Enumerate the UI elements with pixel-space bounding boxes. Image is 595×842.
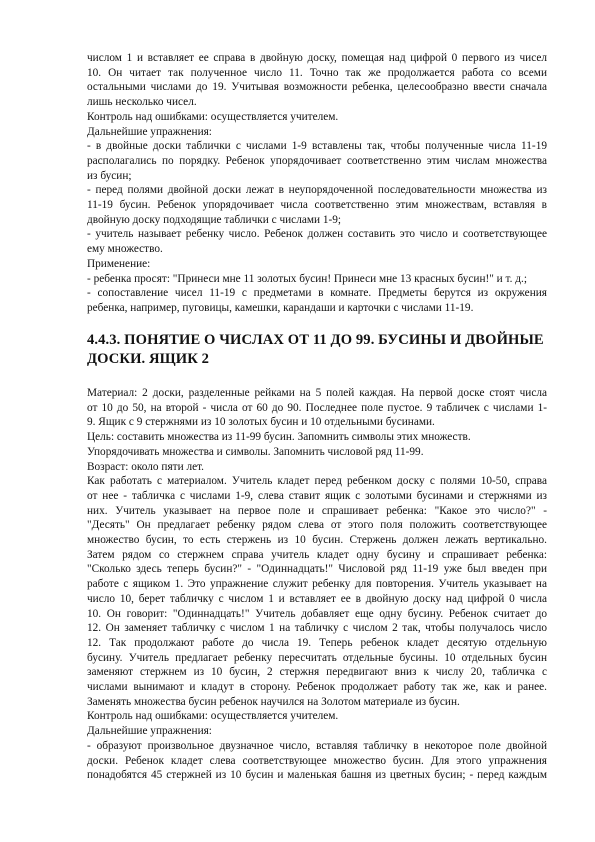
text-line: 9. Ящик с 9 стержнями из 10 золотых бусин и 10 отдельными бусинами. <box>87 416 435 429</box>
text-line: Заменять множества бусин ребенок научился на Золотом материале из бусин. <box>87 695 460 708</box>
text-line: "Десять" Он предлагает ребенку рядом слева от этого поля положить соответствующее <box>87 519 547 532</box>
text-line: Цель: составить множества из 11-99 бусин. Запомнить символы этих множеств. <box>87 431 471 444</box>
heading-line-2: ДОСКИ. ЯЩИК 2 <box>87 351 210 367</box>
heading-line-1: 4.4.3. ПОНЯТИЕ О ЧИСЛАХ ОТ 11 ДО 99. БУСИНЫ И ДВОЙНЫЕ <box>87 332 544 348</box>
text-line: от 10 до 50, на второй - числа от 60 до 90. Последнее поле пустое. 9 табличек с числами 1- <box>87 401 547 414</box>
text-line: 12. Так продолжают работе до числа 19. Теперь ребенок кладет десятую отдельную <box>87 636 547 649</box>
text-line: "Сколько здесь теперь бусин?" - "Одиннадцать!" Числовой ряд 11-19 уже был введен при <box>87 563 547 576</box>
text-line: остальными числами до 19. Учитывая возможности ребенка, целесообразно ввести сначала <box>87 81 547 94</box>
text-line: располагались по порядку. Ребенок упорядочивает соответственно этим числам множества <box>87 154 547 167</box>
text-line: Возраст: около пяти лет. <box>87 460 205 473</box>
text-line: лишь несколько чисел. <box>87 96 197 109</box>
text-line: Дальнейшие упражнения: <box>87 725 212 738</box>
section-heading <box>87 331 547 369</box>
text-line: - в двойные доски таблички с числами 1-9 вставлены так, чтобы полученные числа 11-19 <box>87 140 547 153</box>
text-line: 10. Он читает так полученное число 11. Точно так же продолжается работа со всеми <box>87 66 547 79</box>
text-line: Применение: <box>87 257 151 270</box>
text-line: - образуют произвольное двузначное число, вставляя табличку в некоторое поле двойной <box>87 739 547 752</box>
text-line: Как работать с материалом. Учитель кладет перед ребенком доску с полями 10-50, справа <box>87 475 547 488</box>
text-line: понадобятся 45 стержней из 10 бусин и маленькая башня из цветных бусин; - перед каждым <box>87 769 547 782</box>
text-line: ребенка, например, пуговицы, камешки, карандаши и карточки с числами 11-19. <box>87 301 474 314</box>
text-line: Контроль над ошибками: осуществляется учителем. <box>87 110 339 123</box>
text-line: Дальнейшие упражнения: <box>87 125 212 138</box>
text-line: из бусин; <box>87 169 132 182</box>
text-line: - сопоставление чисел 11-19 с предметами в комнате. Предметы берутся из окружения <box>87 287 547 300</box>
text-line: число 10, берет табличку с числом 1 и вставляет ее в двойную доску над цифрой 0 числа <box>87 592 547 605</box>
text-line: Упорядочивать множества и символы. Запомнить числовой ряд 11-99. <box>87 445 424 458</box>
text-line: числом 1 и вставляет ее справа в двойную доску, помещая над цифрой 0 первого из чисел <box>87 52 547 64</box>
text-line: 10. Он говорит: "Одиннадцать!" Учитель добавляет еще одну бусину. Ребенок считает до <box>87 607 547 620</box>
text-line: бусину. Учитель предлагает ребенку пересчитать отдельные бусины. 10 отдельных бусин <box>87 651 547 664</box>
text-line: доски. Ребенок кладет слева соответствующее множество бусин. Для этого упражнения <box>87 754 547 767</box>
text-line: Затем рядом со стержнем справа учитель кладет одну бусину и спрашивает ребенка: <box>87 548 547 561</box>
text-line: Контроль над ошибками: осуществляется учителем. <box>87 710 339 723</box>
text-line: - ребенка просят: "Принеси мне 11 золотых бусин! Принеси мне 13 красных бусин!" и т. д.; <box>87 272 527 285</box>
text-line: от нее - табличка с числами 1-9, слева ставит ящик с золотыми бусинами и стержнями из <box>87 489 547 502</box>
text-line: числами вынимают и кладут в сторону. Ребенок продолжает работу так же, как и ранее. <box>87 681 547 694</box>
text-line: заменяют стержнем из 10 бусин, 2 стержня передвигают вниз к числу 20, табличка с <box>87 666 547 679</box>
text-line: 12. Он заменяет табличку с числом 1 на табличку с числом 2 так, чтобы получалось число <box>87 622 547 635</box>
text-line: множество бусин, то есть стержень из 10 бусин. Стержень должен лежать вертикально. <box>87 534 547 547</box>
text-line: - перед полями двойной доски лежат в неупорядоченной последовательности множества из <box>87 184 547 197</box>
text-line: 11-19 бусин. Ребенок упорядочивает числа соответственно этим множествам, вставляя в <box>87 199 547 212</box>
text-line: - учитель называет ребенку число. Ребенок должен составить это число и соответствующее <box>87 228 547 241</box>
text-line: них. Учитель указывает на первое поле и спрашивает ребенка: "Какое это число?" - <box>87 504 547 517</box>
text-line: работе с ящиком 1. Это упражнение служит ребенку для повторения. Учитель указывает на <box>87 578 547 591</box>
top-text-block <box>87 51 547 316</box>
bottom-text-block <box>87 386 547 783</box>
text-line: двойную доску подходящие таблички с числами 1-9; <box>87 213 342 226</box>
text-line: ему множество. <box>87 243 163 256</box>
text-line: Материал: 2 доски, разделенные рейками на 5 полей каждая. На первой доске стоят числа <box>87 387 547 399</box>
